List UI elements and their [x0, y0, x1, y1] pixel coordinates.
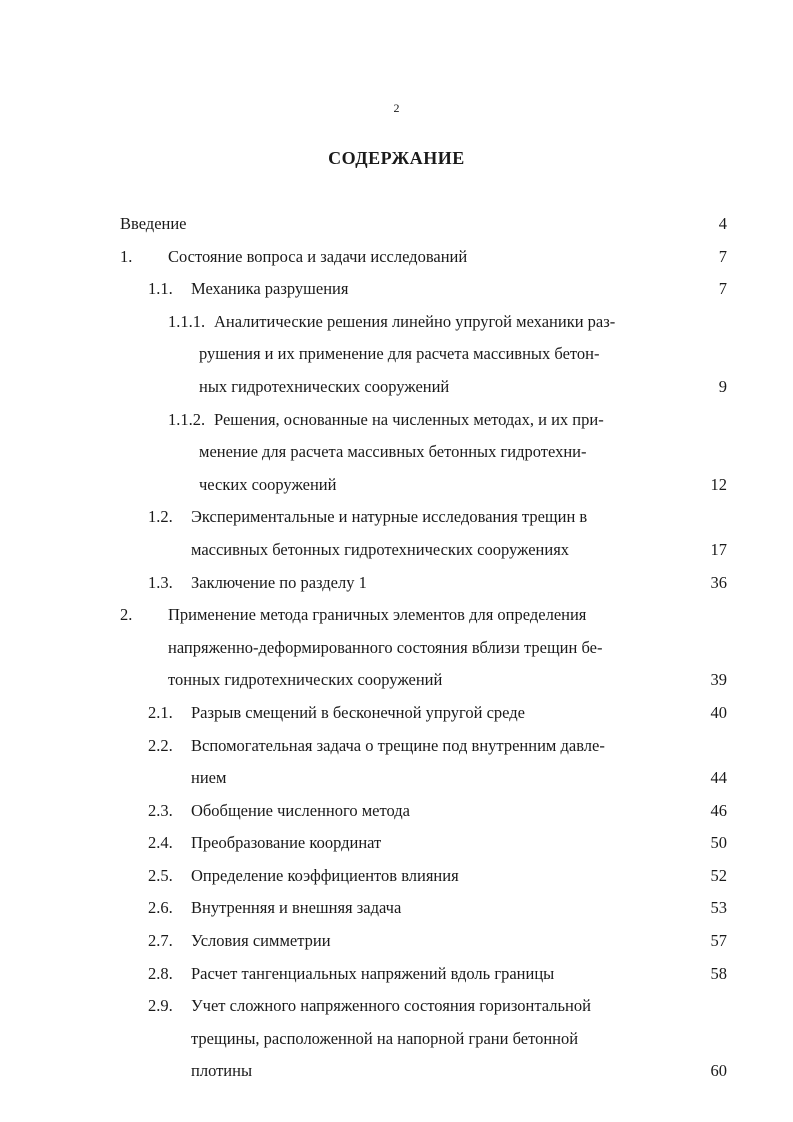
toc-entry-text: Учет сложного напряженного состояния горизонтальной	[191, 996, 591, 1016]
toc-entry-1-1-2	[0, 404, 793, 437]
toc-entry-text: Состояние вопроса и задачи исследований	[168, 246, 468, 266]
toc-entry-2-3	[0, 795, 793, 828]
toc-entry-1-1-2-continued	[0, 469, 793, 502]
toc-entry-page: 44	[710, 768, 727, 788]
toc-entry-number: 1.1.	[148, 279, 173, 299]
toc-entry-1-1-2-continued	[0, 436, 793, 469]
toc-entry-page: 40	[710, 702, 727, 722]
toc-entry-2-2-continued	[0, 762, 793, 795]
toc-entry-page: 60	[710, 1061, 727, 1081]
toc-entry-1-1-1	[0, 306, 793, 339]
toc-entry-text: Экспериментальные и натурные исследования трещин в	[191, 507, 588, 527]
toc-entry-number: 2.9.	[148, 996, 173, 1016]
toc-entry-text: Внутренняя и внешняя задача	[191, 898, 402, 918]
toc-entry-page: 9	[718, 376, 727, 396]
toc-entry-text: Решения, основанные на численных методах, и их при-	[214, 409, 604, 429]
toc-entry-text: Преобразование координат	[191, 833, 382, 853]
toc-entry-text: Определение коэффициентов влияния	[191, 865, 459, 885]
toc-entry-page: 17	[710, 539, 727, 559]
toc-entry-page: 52	[710, 865, 727, 885]
toc-entry-text: Обобщение численного метода	[191, 800, 410, 820]
toc-entry-number: 1.	[120, 246, 133, 266]
toc-entry-2-1	[0, 697, 793, 730]
toc-entry-number: 1.2.	[148, 507, 173, 527]
toc-entry-1-2	[0, 501, 793, 534]
toc-entry-1-1-1-continued	[0, 371, 793, 404]
toc-entry-text: Заключение по разделу 1	[191, 572, 367, 592]
toc-entry-2-4	[0, 827, 793, 860]
toc-entry-2-9	[0, 990, 793, 1023]
page-number: 2	[393, 101, 400, 115]
toc-entry-number: 1.3.	[148, 572, 173, 592]
toc-entry-number: 2.3.	[148, 800, 173, 820]
toc-entry-2-9-continued	[0, 1023, 793, 1056]
toc-entry-number: 2.1.	[148, 702, 173, 722]
toc-entry-1-3	[0, 567, 793, 600]
toc-entry-text: менение для расчета массивных бетонных гидротехни-	[199, 442, 587, 462]
toc-entry-2-9-continued	[0, 1055, 793, 1088]
toc-entry-page: 53	[710, 898, 727, 918]
toc-entry-chapter-2	[0, 599, 793, 632]
toc-entry-page: 36	[710, 572, 727, 592]
toc-entry-2-8	[0, 958, 793, 991]
toc-entry-2-7	[0, 925, 793, 958]
toc-entry-number: 2.4.	[148, 833, 173, 853]
toc-entry-page: 46	[710, 800, 727, 820]
toc-entry-page: 58	[710, 963, 727, 983]
toc-entry-text: Введение	[120, 214, 187, 233]
toc-entry-text: плотины	[191, 1061, 253, 1081]
toc-entry-text: Применение метода граничных элементов для определения	[168, 605, 587, 625]
toc-entry-text: ческих сооружений	[199, 474, 337, 494]
toc-entry-2-5	[0, 860, 793, 893]
toc-entry-text: ных гидротехнических сооружений	[199, 376, 450, 396]
toc-entry-1-1	[0, 273, 793, 306]
toc-entry-text: Разрыв смещений в бесконечной упругой среде	[191, 702, 525, 722]
toc-entry-text: напряженно-деформированного состояния вблизи трещин бе-	[168, 637, 603, 657]
toc-entry-text: массивных бетонных гидротехнических сооружениях	[191, 539, 570, 559]
toc-entry-chapter-2-continued	[0, 664, 793, 697]
toc-entry-page: 39	[710, 670, 727, 690]
toc-entry-page: 57	[710, 931, 727, 951]
toc-entry-text: рушения и их применение для расчета массивных бетон-	[199, 344, 600, 364]
toc-entry-page: 7	[718, 279, 727, 299]
toc-entry-page: 7	[718, 246, 727, 266]
toc-entry-text: Вспомогательная задача о трещине под внутренним давле-	[191, 735, 605, 755]
toc-entry-text: Расчет тангенциальных напряжений вдоль границы	[191, 963, 555, 983]
toc-entry-number: 2.	[120, 605, 133, 625]
toc-entry-number: 1.1.1.	[168, 311, 206, 331]
toc-entry-chapter-2-continued	[0, 632, 793, 665]
toc-entry-page: 4	[718, 214, 727, 233]
toc-entry-page: 50	[710, 833, 727, 853]
toc-entry-number: 2.8.	[148, 963, 173, 983]
toc-entry-text: тонных гидротехнических сооружений	[168, 670, 443, 690]
toc-entry-text: Аналитические решения линейно упругой механики раз-	[214, 311, 616, 331]
toc-entry-1-2-continued	[0, 534, 793, 567]
table-of-contents	[0, 208, 793, 1088]
toc-entry-number: 2.7.	[148, 931, 173, 951]
toc-entry-number: 1.1.2.	[168, 409, 206, 429]
page-title: СОДЕРЖАНИЕ	[328, 148, 465, 168]
toc-entry-text: Механика разрушения	[191, 279, 349, 299]
toc-entry-text: нием	[191, 768, 227, 788]
toc-entry-1-1-1-continued	[0, 338, 793, 371]
toc-entry-number: 2.5.	[148, 865, 173, 885]
toc-entry-chapter-1	[0, 241, 793, 274]
toc-entry-text: Условия симметрии	[191, 931, 331, 951]
toc-entry-page: 12	[710, 474, 727, 494]
toc-entry-number: 2.6.	[148, 898, 173, 918]
toc-entry-2-2	[0, 730, 793, 763]
toc-entry-2-6	[0, 892, 793, 925]
toc-entry-text: трещины, расположенной на напорной грани бетонной	[191, 1028, 579, 1048]
toc-entry-intro	[0, 208, 793, 241]
toc-entry-number: 2.2.	[148, 735, 173, 755]
